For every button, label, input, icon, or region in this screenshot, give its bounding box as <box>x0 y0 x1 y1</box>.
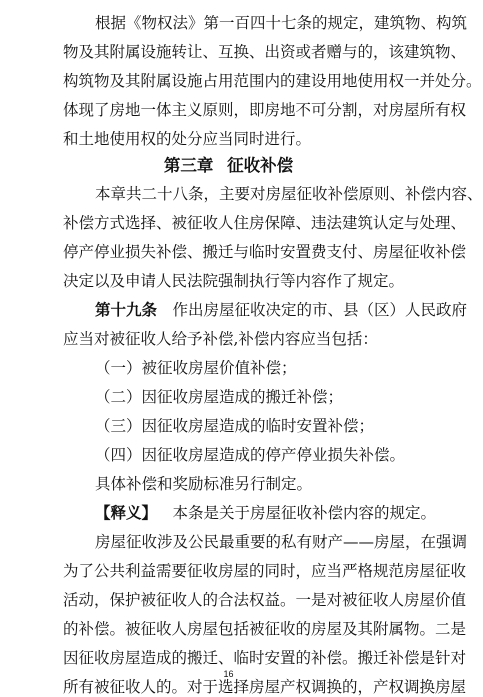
paragraph-line: 体现了房地一体主义原则，即房地不可分割，对房屋所有权 <box>63 101 467 119</box>
paragraph-line: 停产停业损失补偿、搬迁与临时安置费支付、房屋征收补偿 <box>63 243 467 261</box>
paragraph-line: 因征收房屋造成的搬迁、临时安置的补偿。搬迁补偿是针对 <box>63 649 467 667</box>
interpretation-text: 本条是关于房屋征收补偿内容的规定。 <box>172 504 437 522</box>
article-label: 第十九条 <box>95 300 158 319</box>
article-19-line <box>95 300 468 320</box>
paragraph-line: 所有被征收人的。对于选择房屋产权调换的，产权调换房屋 <box>63 678 467 696</box>
paragraph-line: 构筑物及其附属设施占用范围内的建设用地使用权一并处分。 <box>63 72 482 90</box>
paragraph-line: 的补偿。被征收人房屋包括被征收的房屋及其附属物。二是 <box>63 620 467 638</box>
paragraph-line: 补偿方式选择、被征收人住房保障、违法建筑认定与处理、 <box>63 214 467 232</box>
paragraph-line: 房屋征收涉及公民最重要的私有财产——房屋，在强调 <box>95 533 468 551</box>
paragraph-line: 根据《物权法》第一百四十七条的规定，建筑物、构筑 <box>95 14 468 32</box>
article-text: 作出房屋征收决定的市、县（区）人民政府 <box>172 301 468 319</box>
list-item: （二）因征收房屋造成的搬迁补偿； <box>95 388 344 406</box>
page-number: 16 <box>223 669 234 679</box>
paragraph-line: 为了公共利益需要征收房屋的同时，应当严格规范房屋征收 <box>63 562 467 580</box>
interpretation-label: 【释义】 <box>95 503 158 522</box>
interpretation-line <box>95 503 437 523</box>
paragraph-line: 应当对被征收人给予补偿,补偿内容应当包括： <box>63 330 378 348</box>
paragraph-line: 和土地使用权的处分应当同时进行。 <box>63 130 312 148</box>
chapter-title: 第三章 征收补偿 <box>163 156 294 175</box>
closing-line: 具体补偿和奖励标准另行制定。 <box>95 475 313 493</box>
paragraph-line: 物及其附属设施转让、互换、出资或者赠与的，该建筑物、 <box>63 43 467 61</box>
paragraph-line: 活动，保护被征收人的合法权益。一是对被征收人房屋价值 <box>63 591 467 609</box>
list-item: （三）因征收房屋造成的临时安置补偿； <box>95 417 375 435</box>
list-item: （一）被征收房屋价值补偿； <box>95 359 297 377</box>
paragraph-line: 本章共二十八条，主要对房屋征收补偿原则、补偿内容、 <box>95 185 483 203</box>
paragraph-line: 决定以及申请人民法院强制执行等内容作了规定。 <box>63 272 405 290</box>
list-item: （四）因征收房屋造成的停产停业损失补偿。 <box>95 446 406 464</box>
